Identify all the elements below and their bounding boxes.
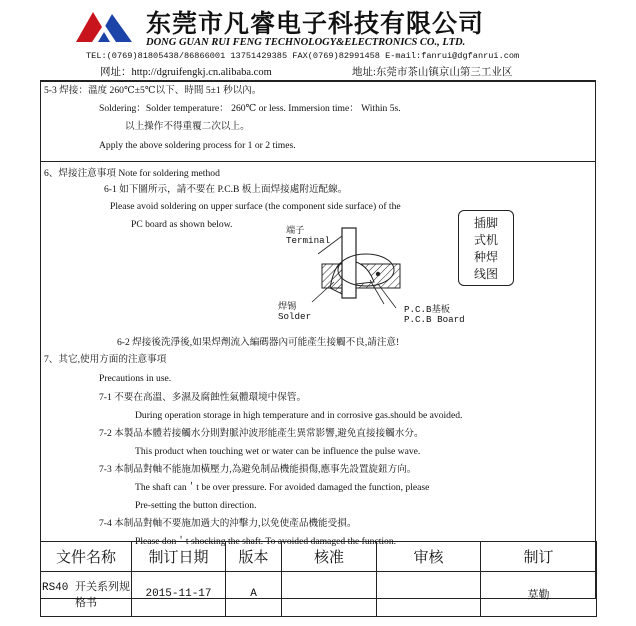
header-approve: 核准 [282,542,377,572]
item-7-1-cn: 7-1 不要在高溫、多濕及腐蝕性氣體環境中保管。 [99,392,307,403]
diagram-note-box [458,210,514,286]
table-header-row [41,542,597,572]
item-7-1-en: During operation storage in high temperature and in corrosive gas.should be avoided. [135,410,463,421]
item-7-3-en2: Pre-setting the button direction. [135,500,257,511]
item-7-3-en1: The shaft can＇t be over pressure. For avoided damaged the function, please [135,482,430,493]
item-6-2: 6-2 焊接後洗淨後,如果焊劑流入編碼器內可能產生接觸不良,請注意! [117,337,400,348]
value-doc-name: RS40 开关系列规格书 [41,572,132,617]
table-value-row [41,572,597,617]
pcb-label-en: P.C.B Board [404,314,465,325]
section-5-3-title: 5-3 焊接：溫度 260℃±5℃以下、時間 5±1 秒以內。 [44,85,262,96]
item-6-1-en2: PC board as shown below. [131,219,233,230]
note-line: 式机 [473,233,498,247]
section-7-intro: Precautions in use. [99,373,172,384]
item-7-2-cn: 7-2 本製品本體若接觸水分則對脈沖波形能產生異常影響,避免直接接觸水分。 [99,428,424,439]
header-date: 制订日期 [132,542,226,572]
note-line: 种焊 [473,250,498,264]
solder-label-en: Solder [278,311,312,322]
item-7-4-en: Please don＇t shocking the shaft. To avoided damaged the function. [135,536,397,547]
section-5-3-cn2: 以上操作不得重覆二次以上。 [125,121,250,132]
spec-frame [40,80,596,599]
value-version: A [226,572,282,617]
section-5-3-en2: Apply the above soldering process for 1 or 2 times. [99,140,296,151]
note-line: 线图 [473,267,498,281]
section-5-3-en1: Soldering：Solder temperature： 260℃ or less. Immersion time： Within 5s. [99,103,401,114]
header-doc-name: 文件名称 [41,542,132,572]
note-line: 插脚 [473,216,498,230]
header-review: 审核 [377,542,481,572]
divider [41,161,595,162]
terminal-label-cn: 端子 [286,225,305,236]
divider [41,81,595,82]
contact-line: TEL:(0769)81805438/86866001 13751429385 FAX(0769)82991458 E-mail:fanrui@dgfanrui.com [86,51,520,61]
item-6-1-cn: 6-1 如下圖所示，請不要在 P.C.B 板上面焊接處附近配線。 [104,184,348,195]
item-6-1-en1: Please avoid soldering on upper surface (the component side surface) of the [110,201,401,212]
section-6-title: 6、焊接注意事項 Note for soldering method [44,168,220,179]
pcb-label-cn: P.C.B基板 [404,304,450,315]
company-name-cn: 东莞市凡睿电子科技有限公司 [146,9,485,38]
value-approve [282,572,377,617]
item-7-4-cn: 7-4 本制品對軸不要施加過大的沖擊力,以免使產品機能受損。 [99,518,357,529]
value-review [377,572,481,617]
header-author: 制订 [481,542,597,572]
value-date: 2015-11-17 [132,572,226,617]
header-version: 版本 [226,542,282,572]
value-author: 莫勤 [481,572,597,617]
item-7-2-en: This product when touching wet or water can be influence the pulse wave. [135,446,421,457]
document-info-table [40,541,597,617]
item-7-3-cn: 7-3 本制品對軸不能施加橫壓力,為避免制品機能損傷,應事先設置旋鈕方向。 [99,464,417,475]
soldering-diagram [270,214,470,324]
section-7-title: 7、其它,使用方面的注意事項 [44,354,167,365]
company-logo [72,6,136,44]
solder-label-cn: 焊锡 [278,301,297,312]
address-line: 地址:东莞市茶山镇京山第三工业区 [352,67,513,78]
company-name-en: DONG GUAN RUI FENG TECHNOLOGY&ELECTRONICS CO., LTD. [146,37,466,48]
website-line: 网址：http://dgruifengkj.cn.alibaba.com [100,67,272,78]
terminal-label-en: Terminal [286,235,331,246]
